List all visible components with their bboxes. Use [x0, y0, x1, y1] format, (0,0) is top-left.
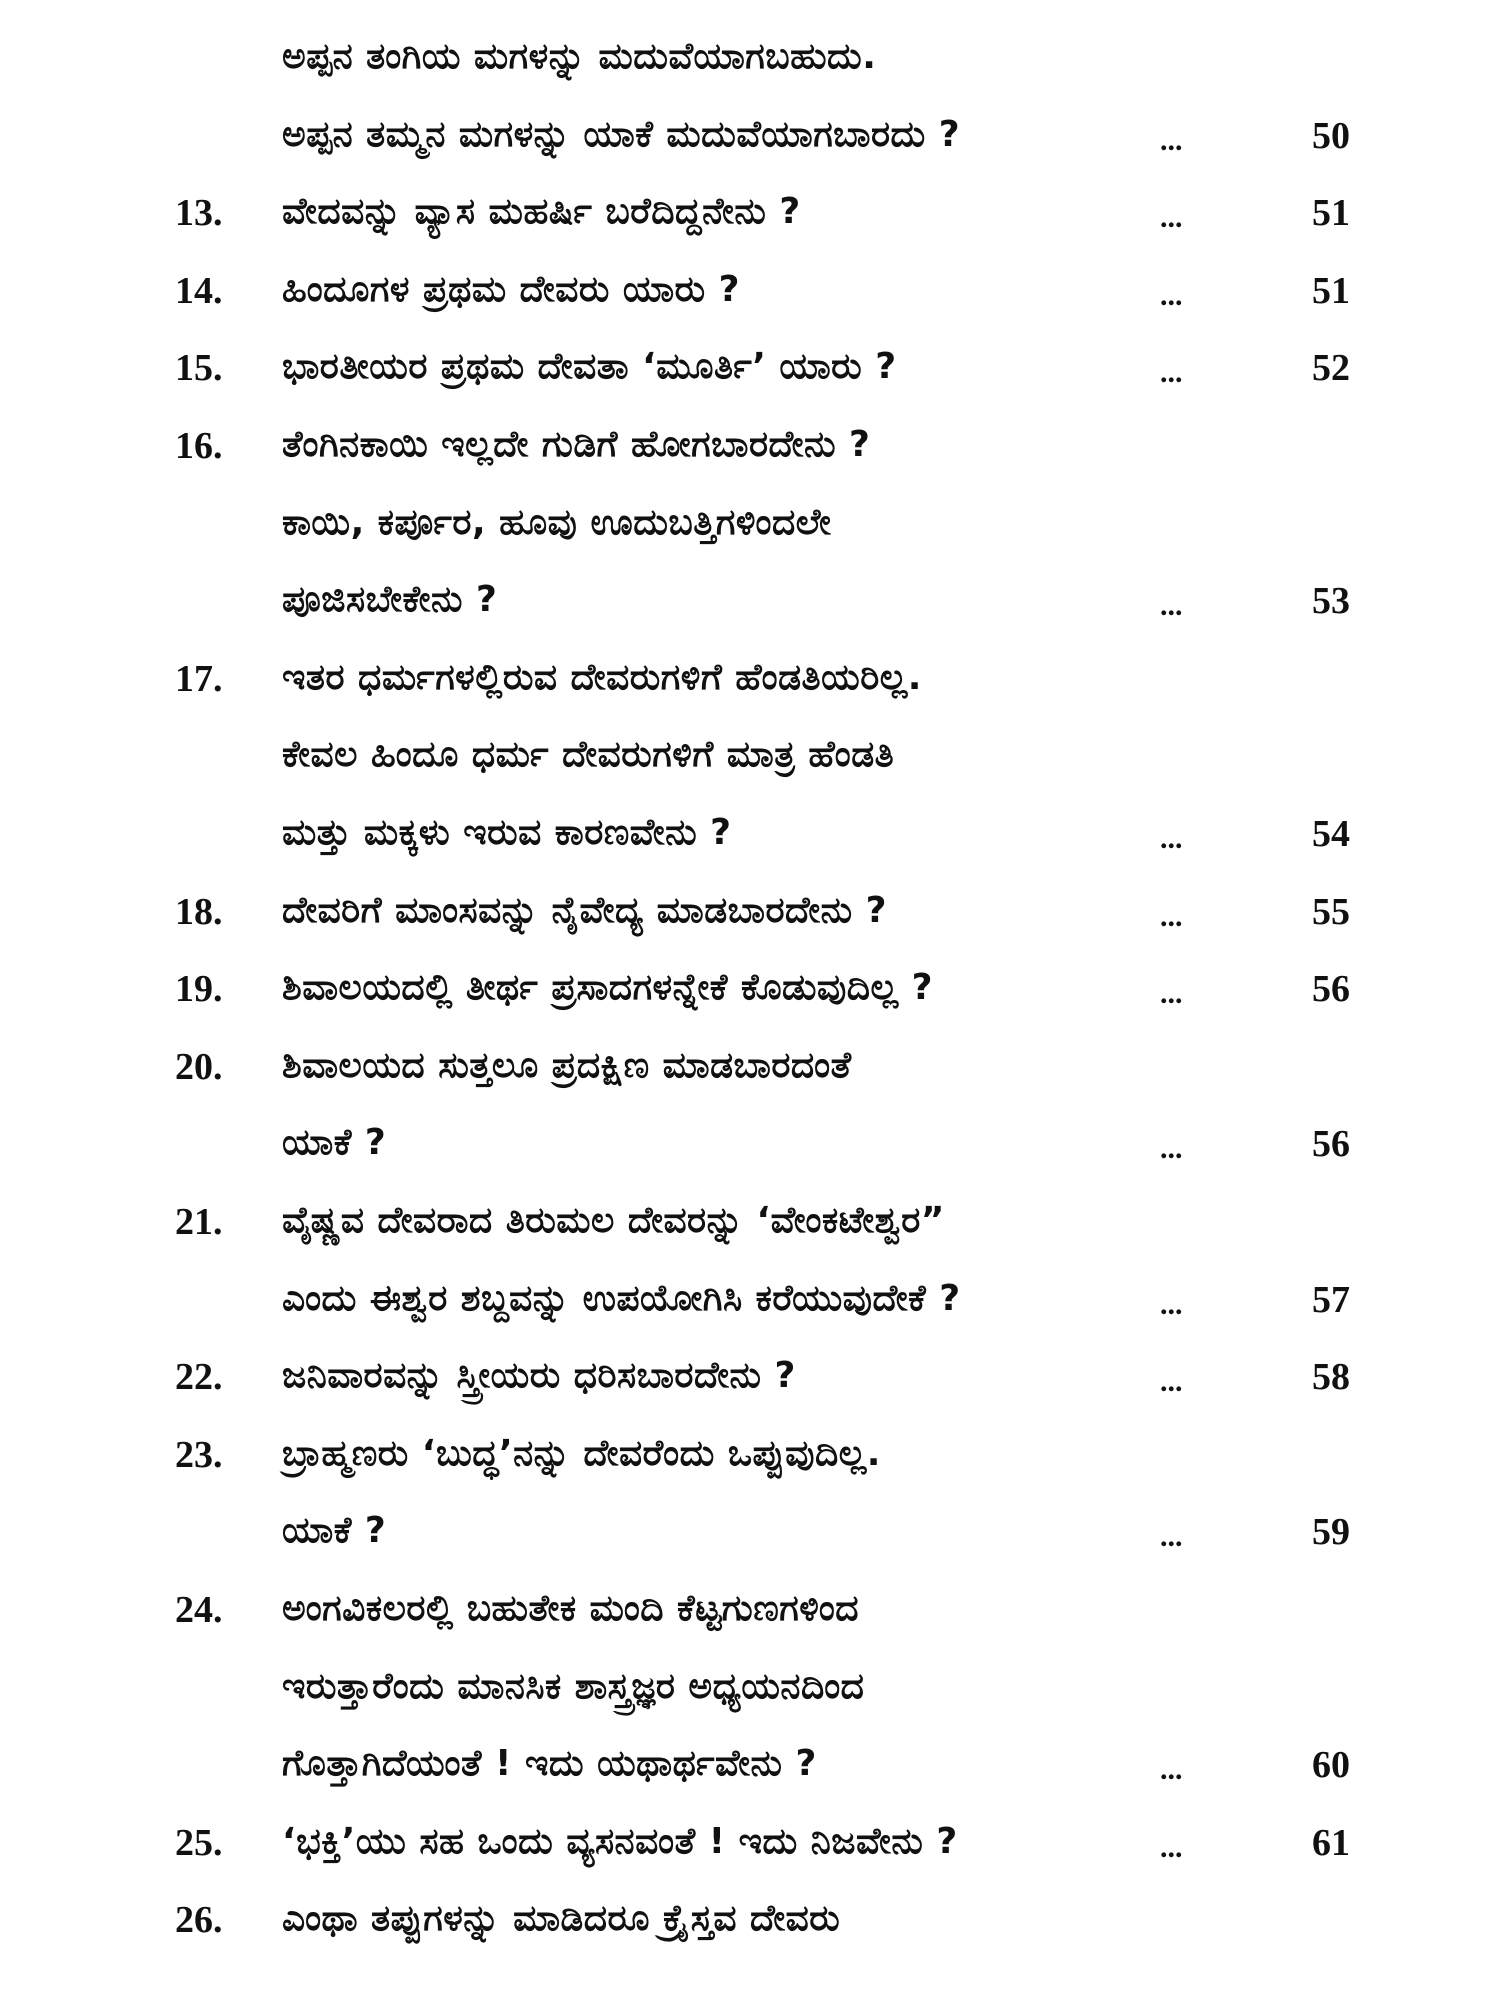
- toc-entry-number: 14.: [175, 269, 223, 312]
- toc-entry-page: 54: [1312, 813, 1350, 855]
- toc-entry: [0, 959, 1500, 1019]
- toc-entry-page: 53: [1312, 580, 1350, 623]
- toc-entry-title: ಶಿವಾಲಯದಲ್ಲಿ ತೀರ್ಥ ಪ್ರಸಾದಗಳನ್ನೇಕೆ ಕೊಡುವುದಿಲ್ಲ ?: [282, 967, 934, 1009]
- toc-entry-leader: ...: [1160, 201, 1183, 235]
- toc-entry-page: 60: [1312, 1744, 1350, 1787]
- toc-entry-page: 56: [1312, 968, 1350, 1011]
- toc-entry-number: 20.: [175, 1045, 223, 1088]
- toc-entry: [0, 571, 1500, 631]
- toc-entry-page: 57: [1312, 1278, 1350, 1321]
- toc-entry: [0, 882, 1500, 942]
- toc-entry: [0, 1813, 1500, 1873]
- toc-entry-title: ಯಾಕೆ ?: [282, 1510, 387, 1552]
- toc-entry: [0, 416, 1500, 476]
- toc-entry-page: 59: [1312, 1511, 1350, 1554]
- toc-entry-leader: ...: [1160, 1753, 1183, 1787]
- toc-entry: [0, 1037, 1500, 1097]
- toc-entry-title: ದೇವರಿಗೆ ಮಾಂಸವನ್ನು ನೈವೇದ್ಯ ಮಾಡಬಾರದೇನು ?: [282, 889, 887, 931]
- toc-entry: [0, 183, 1500, 243]
- toc-entry: [0, 726, 1500, 786]
- toc-entry-number: 22.: [175, 1356, 223, 1399]
- toc-entry-leader: ...: [1160, 899, 1183, 933]
- toc-entry: [0, 1347, 1500, 1407]
- toc-entry: [0, 1114, 1500, 1174]
- toc-entry-leader: ...: [1160, 1132, 1183, 1166]
- toc-entry-page: 51: [1312, 269, 1350, 312]
- toc-entry: [0, 28, 1500, 88]
- toc-entry: [0, 338, 1500, 398]
- toc-entry: [0, 1890, 1500, 1950]
- toc-entry: [0, 261, 1500, 321]
- toc-entry-title: ಬ್ರಾಹ್ಮಣರು ‘ಬುದ್ಧ’ನನ್ನು ದೇವರೆಂದು ಒಪ್ಪುವುದಿಲ್ಲ.: [282, 1432, 881, 1474]
- toc-entry-number: 16.: [175, 425, 223, 467]
- toc-entry: [0, 1502, 1500, 1562]
- toc-entry-title: ಗೊತ್ತಾಗಿದೆಯಂತೆ ! ಇದು ಯಥಾರ್ಥವೇನು ?: [282, 1743, 817, 1785]
- toc-entry: [0, 494, 1500, 554]
- toc-entry-number: 19.: [175, 968, 223, 1011]
- toc-entry: [0, 1425, 1500, 1485]
- toc-entry-leader: ...: [1160, 356, 1183, 390]
- toc-entry-leader: ...: [1160, 1520, 1183, 1554]
- toc-entry-page: 61: [1312, 1821, 1350, 1864]
- toc-entry-title: ಯಾಕೆ ?: [282, 1122, 387, 1164]
- toc-entry-title: ಕಾಯಿ, ಕರ್ಪೂರ, ಹೂವು ಊದುಬತ್ತಿಗಳಿಂದಲೇ: [282, 501, 832, 543]
- toc-entry-number: 25.: [175, 1821, 223, 1864]
- toc-entry-number: 24.: [175, 1589, 223, 1631]
- toc-entry-number: 21.: [175, 1201, 223, 1243]
- toc-entry: [0, 1580, 1500, 1640]
- toc-entry-title: ವೈಷ್ಣವ ದೇವರಾದ ತಿರುಮಲ ದೇವರನ್ನು ‘ವೇಂಕಟೇಶ್ವರ”: [282, 1200, 945, 1241]
- toc-entry-title: ಪೂಜಿಸಬೇಕೇನು ?: [282, 579, 498, 621]
- toc-entry-leader: ...: [1160, 123, 1183, 157]
- toc-entry-leader: ...: [1160, 1830, 1183, 1864]
- toc-entry-leader: ...: [1160, 1287, 1183, 1321]
- toc-entry: [0, 106, 1500, 166]
- toc-entry: [0, 804, 1500, 864]
- toc-entry-title: ತೆಂಗಿನಕಾಯಿ ಇಲ್ಲದೇ ಗುಡಿಗೆ ಹೋಗಬಾರದೇನು ?: [282, 424, 871, 465]
- toc-entry-leader: ...: [1160, 977, 1183, 1011]
- toc-entry-leader: ...: [1160, 1365, 1183, 1399]
- toc-entry: [0, 1658, 1500, 1718]
- toc-entry-number: 17.: [175, 657, 223, 700]
- toc-entry-title: ಅಂಗವಿಕಲರಲ್ಲಿ ಬಹುತೇಕ ಮಂದಿ ಕೆಟ್ಟಗುಣಗಳಿಂದ: [282, 1588, 860, 1629]
- toc-entry-title: ಜನಿವಾರವನ್ನು ಸ್ತ್ರೀಯರು ಧರಿಸಬಾರದೇನು ?: [282, 1355, 796, 1397]
- toc-entry-page: 56: [1312, 1123, 1350, 1166]
- toc-entry: [0, 1270, 1500, 1330]
- toc-entry-number: 13.: [175, 192, 223, 235]
- toc-entry: [0, 649, 1500, 709]
- toc-entry-title: ಅಪ್ಪನ ತಮ್ಮನ ಮಗಳನ್ನು ಯಾಕೆ ಮದುವೆಯಾಗಬಾರದು ?: [282, 113, 961, 155]
- toc-entry-title: ಅಪ್ಪನ ತಂಗಿಯ ಮಗಳನ್ನು ಮದುವೆಯಾಗಬಹುದು.: [282, 36, 877, 77]
- toc-entry-number: 23.: [175, 1433, 223, 1476]
- toc-entry-title: ‘ಭಕ್ತಿ’ಯು ಸಹ ಒಂದು ವ್ಯಸನವಂತೆ ! ಇದು ನಿಜವೇನು ?: [282, 1820, 958, 1862]
- toc-entry-title: ಶಿವಾಲಯದ ಸುತ್ತಲೂ ಪ್ರದಕ್ಷಿಣ ಮಾಡಬಾರದಂತೆ: [282, 1044, 852, 1086]
- toc-entry-title: ಎಂಥಾ ತಪ್ಪುಗಳನ್ನು ಮಾಡಿದರೂ ಕ್ರೈಸ್ತವ ದೇವರು: [282, 1898, 841, 1940]
- toc-entry: [0, 1192, 1500, 1252]
- toc-entry-title: ಇರುತ್ತಾರೆಂದು ಮಾನಸಿಕ ಶಾಸ್ತ್ರಜ್ಞರ ಅಧ್ಯಯನದಿಂದ: [282, 1665, 865, 1707]
- toc-entry-number: 15.: [175, 347, 223, 390]
- toc-entry-title: ಮತ್ತು ಮಕ್ಕಳು ಇರುವ ಕಾರಣವೇನು ?: [282, 812, 732, 853]
- toc-entry-leader: ...: [1160, 589, 1183, 623]
- toc-entry-page: 52: [1312, 347, 1350, 390]
- toc-entry-page: 51: [1312, 192, 1350, 235]
- toc-entry-title: ಕೇವಲ ಹಿಂದೂ ಧರ್ಮ ದೇವರುಗಳಿಗೆ ಮಾತ್ರ ಹೆಂಡತಿ: [282, 734, 895, 776]
- toc-entry-leader: ...: [1160, 822, 1183, 855]
- toc-entry-title: ವೇದವನ್ನು ವ್ಯಾಸ ಮಹರ್ಷಿ ಬರೆದಿದ್ದನೇನು ?: [282, 191, 801, 233]
- toc-entry-title: ಎಂದು ಈಶ್ವರ ಶಬ್ದವನ್ನು ಉಪಯೋಗಿಸಿ ಕರೆಯುವುದೇಕೆ ?: [282, 1277, 961, 1319]
- toc-entry-number: 18.: [175, 890, 223, 933]
- toc-entry-title: ಭಾರತೀಯರ ಪ್ರಥಮ ದೇವತಾ ‘ಮೂರ್ತಿ’ ಯಾರು ?: [282, 346, 897, 388]
- toc-entry-title: ಹಿಂದೂಗಳ ಪ್ರಥಮ ದೇವರು ಯಾರು ?: [282, 268, 741, 310]
- toc-entry: [0, 1735, 1500, 1795]
- toc-entry-page: 50: [1312, 114, 1350, 157]
- toc-entry-title: ಇತರ ಧರ್ಮಗಳಲ್ಲಿರುವ ದೇವರುಗಳಿಗೆ ಹೆಂಡತಿಯರಿಲ್ಲ.: [282, 656, 922, 698]
- toc-entry-page: 55: [1312, 890, 1350, 933]
- toc-entry-number: 26.: [175, 1899, 223, 1942]
- toc-entry-page: 58: [1312, 1356, 1350, 1399]
- toc-entry-leader: ...: [1160, 278, 1183, 312]
